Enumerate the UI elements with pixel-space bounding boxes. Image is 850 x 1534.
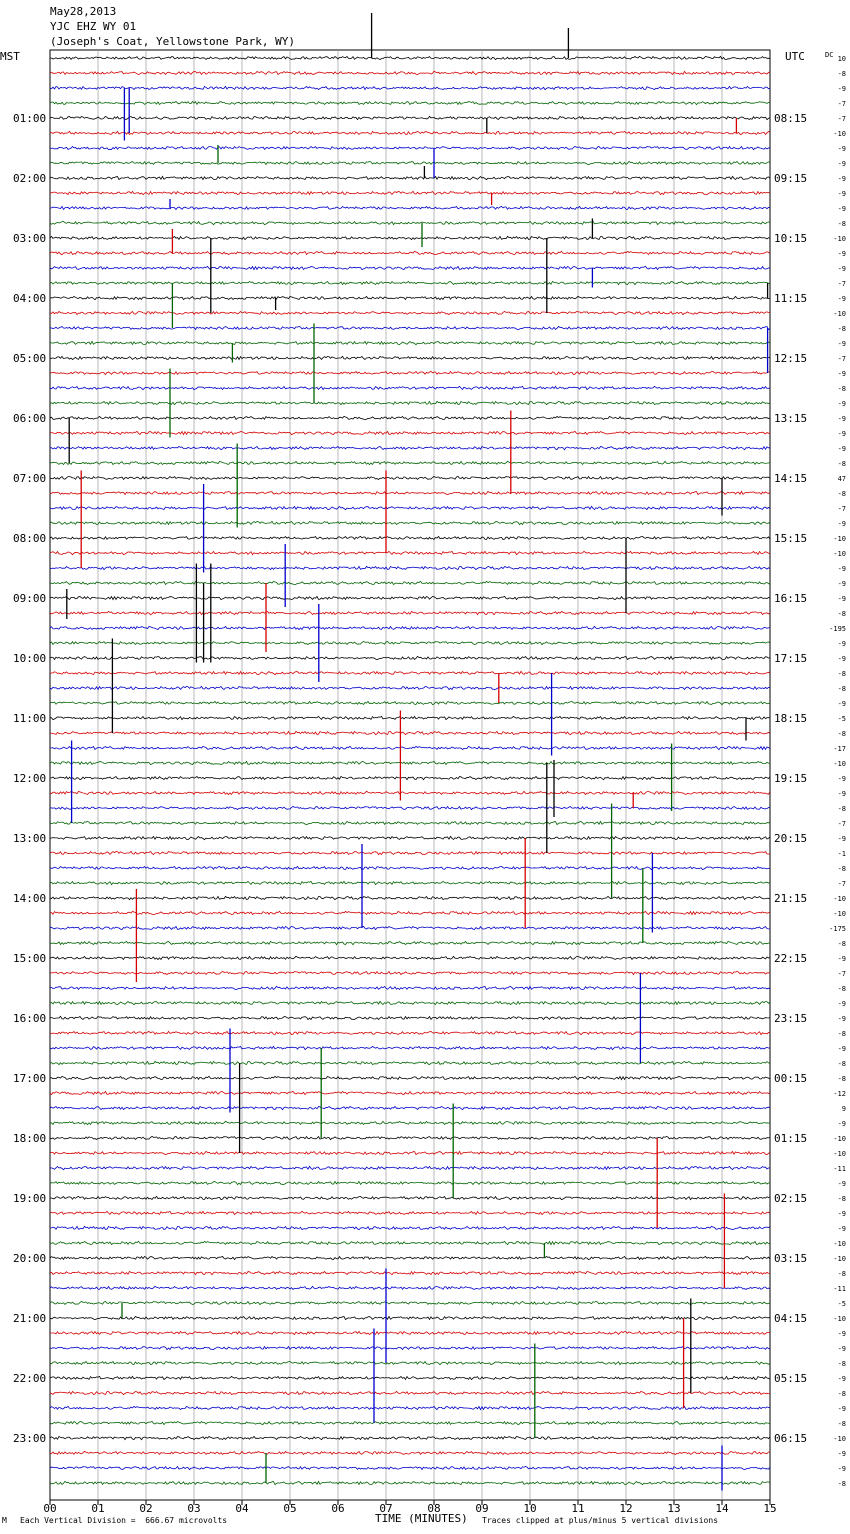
trace-line — [50, 881, 770, 884]
dc-offset-value: -8 — [837, 940, 846, 948]
dc-offset-value: -7 — [837, 505, 846, 513]
trace-line — [50, 1046, 770, 1049]
dc-offset-value: -11 — [833, 1165, 846, 1173]
dc-offset-value: -9 — [837, 835, 846, 843]
dc-offset-value: -9 — [837, 1000, 846, 1008]
dc-offset-value: -8 — [837, 460, 846, 468]
trace-line — [50, 1481, 770, 1484]
trace-line — [50, 596, 770, 599]
dc-offset-value: 47 — [837, 475, 846, 483]
mst-hour-label: 03:00 — [13, 232, 47, 245]
trace-line — [50, 1061, 770, 1064]
utc-hour-label: 16:15 — [774, 592, 808, 605]
utc-hour-label: 21:15 — [774, 892, 808, 905]
clip-note: Traces clipped at plus/minus 5 vertical divisions — [482, 1516, 719, 1525]
mst-hour-label: 02:00 — [13, 172, 47, 185]
dc-offset-value: -9 — [837, 1045, 846, 1053]
dc-offset-value: -8 — [837, 1420, 846, 1428]
trace-line — [50, 1421, 770, 1424]
dc-offset-value: -7 — [837, 355, 846, 363]
trace-line — [50, 266, 770, 269]
plot-date: May28,2013 — [50, 5, 117, 18]
utc-hour-label: 10:15 — [774, 232, 808, 245]
trace-line — [50, 1241, 770, 1244]
dc-offset-value: -7 — [837, 280, 846, 288]
trace-line — [50, 642, 770, 645]
right-timezone-label: UTC — [785, 50, 805, 63]
trace-line — [50, 1016, 770, 1019]
trace-line — [50, 191, 770, 194]
trace-line — [50, 1376, 770, 1379]
mst-hour-label: 14:00 — [13, 892, 47, 905]
dc-offset-value: -5 — [837, 1300, 846, 1308]
mst-hour-label: 18:00 — [13, 1132, 47, 1145]
trace-line — [50, 1031, 770, 1034]
trace-line — [50, 896, 770, 899]
dc-offset-value: -9 — [837, 145, 846, 153]
dc-offset-value: -10 — [833, 760, 846, 768]
dc-offset-value: -8 — [837, 1480, 846, 1488]
mst-hour-label: 08:00 — [13, 532, 47, 545]
dc-offset-value: -10 — [833, 910, 846, 918]
trace-line — [50, 1226, 770, 1229]
dc-offset-value: -9 — [837, 265, 846, 273]
utc-hour-label: 22:15 — [774, 952, 808, 965]
trace-line — [50, 956, 770, 959]
trace-line — [50, 611, 770, 614]
mst-hour-label: 11:00 — [13, 712, 47, 725]
trace-line — [50, 371, 770, 374]
dc-offset-value: -10 — [833, 1315, 846, 1323]
dc-offset-value: -9 — [837, 1330, 846, 1338]
dc-offset-value: -8 — [837, 1270, 846, 1278]
dc-offset-value: -10 — [833, 1240, 846, 1248]
mst-hour-label: 01:00 — [13, 112, 47, 125]
x-tick-label: 07 — [379, 1502, 393, 1512]
trace-line — [50, 131, 770, 134]
trace-line — [50, 791, 770, 794]
trace-line — [50, 566, 770, 569]
mst-hour-label: 06:00 — [13, 412, 47, 425]
trace-line — [50, 1136, 770, 1139]
trace-line — [50, 71, 770, 74]
dc-offset-value: -7 — [837, 880, 846, 888]
x-tick-label: 10 — [523, 1502, 537, 1512]
trace-line — [50, 551, 770, 554]
dc-offset-value: -8 — [837, 985, 846, 993]
x-tick-label: 12 — [619, 1502, 633, 1512]
dc-offset-value: -10 — [833, 550, 846, 558]
dc-offset-value: -9 — [837, 655, 846, 663]
dc-offset-value: -7 — [837, 115, 846, 123]
dc-offset-value: -9 — [837, 1465, 846, 1473]
trace-line — [50, 102, 770, 105]
utc-hour-label: 09:15 — [774, 172, 808, 185]
scale-note: Each Vertical Division = 666.67 microvolts — [20, 1516, 228, 1525]
trace-line — [50, 866, 770, 869]
dc-offset-value: -10 — [833, 235, 846, 243]
trace-line — [50, 386, 770, 389]
trace-line — [50, 1286, 770, 1289]
utc-hour-label: 04:15 — [774, 1312, 808, 1325]
footer-mark: M — [2, 1516, 7, 1525]
dc-offset-value: -9 — [837, 1180, 846, 1188]
dc-offset-value: -5 — [837, 715, 846, 723]
dc-offset-value: -9 — [837, 190, 846, 198]
trace-line — [50, 251, 770, 254]
dc-offset-value: -9 — [837, 1450, 846, 1458]
dc-offset-value: -8 — [837, 1390, 846, 1398]
dc-offset-value: -9 — [837, 565, 846, 573]
trace-line — [50, 461, 770, 464]
dc-offset-value: -9 — [837, 85, 846, 93]
dc-offset-value: -9 — [837, 205, 846, 213]
dc-offset-value: -9 — [837, 1015, 846, 1023]
trace-line — [50, 1182, 770, 1185]
dc-offset-value: -195 — [829, 625, 846, 633]
trace-line — [50, 86, 770, 89]
dc-offset-value: -9 — [837, 955, 846, 963]
dc-offset-value: -8 — [837, 220, 846, 228]
utc-hour-label: 20:15 — [774, 832, 808, 845]
trace-line — [50, 1271, 770, 1274]
mst-hour-label: 10:00 — [13, 652, 47, 665]
dc-offset-value: -10 — [833, 1435, 846, 1443]
mst-hour-label: 05:00 — [13, 352, 47, 365]
trace-line — [50, 326, 770, 329]
x-tick-label: 15 — [763, 1502, 777, 1512]
utc-hour-label: 17:15 — [774, 652, 808, 665]
x-tick-label: 06 — [331, 1502, 345, 1512]
dc-offset-value: -10 — [833, 130, 846, 138]
trace-line — [50, 56, 770, 59]
trace-line — [50, 147, 770, 150]
dc-offset-value: -9 — [837, 175, 846, 183]
trace-line — [50, 431, 770, 434]
x-tick-label: 14 — [715, 1502, 729, 1512]
dc-label: DC — [825, 51, 834, 59]
dc-offset-value: -9 — [837, 1375, 846, 1383]
trace-line — [50, 1406, 770, 1409]
dc-offset-value: -9 — [837, 700, 846, 708]
dc-offset-value: -8 — [837, 490, 846, 498]
trace-line — [50, 1331, 770, 1334]
dc-offset-value: -9 — [837, 1405, 846, 1413]
trace-line — [50, 986, 770, 989]
utc-hour-label: 08:15 — [774, 112, 808, 125]
dc-offset-value: 9 — [841, 1105, 846, 1113]
dc-offset-value: -8 — [837, 70, 846, 78]
dc-offset-value: -8 — [837, 610, 846, 618]
trace-line — [50, 1316, 770, 1319]
dc-offset-value: -11 — [833, 1285, 846, 1293]
trace-line — [50, 821, 770, 824]
mst-hour-label: 21:00 — [13, 1312, 47, 1325]
mst-hour-label: 09:00 — [13, 592, 47, 605]
trace-line — [50, 356, 770, 359]
utc-hour-label: 13:15 — [774, 412, 808, 425]
trace-line — [50, 161, 770, 164]
mst-hour-label: 19:00 — [13, 1192, 47, 1205]
dc-offset-value: -9 — [837, 160, 846, 168]
utc-hour-label: 19:15 — [774, 772, 808, 785]
trace-line — [50, 1436, 770, 1439]
trace-line — [50, 626, 770, 629]
utc-hour-label: 00:15 — [774, 1072, 808, 1085]
trace-line — [50, 536, 770, 539]
trace-line — [50, 221, 770, 224]
utc-hour-label: 14:15 — [774, 472, 808, 485]
dc-offset-value: -9 — [837, 1210, 846, 1218]
dc-offset-value: -175 — [829, 925, 846, 933]
trace-line — [50, 656, 770, 659]
utc-hour-label: 23:15 — [774, 1012, 808, 1025]
utc-hour-label: 02:15 — [774, 1192, 808, 1205]
dc-offset-value: -9 — [837, 595, 846, 603]
dc-offset-value: -7 — [837, 820, 846, 828]
dc-offset-value: -8 — [837, 1195, 846, 1203]
dc-offset-value: -9 — [837, 1225, 846, 1233]
mst-hour-label: 15:00 — [13, 952, 47, 965]
dc-offset-value: -8 — [837, 1360, 846, 1368]
dc-offset-value: -8 — [837, 325, 846, 333]
dc-offset-value: -9 — [837, 1120, 846, 1128]
x-tick-label: 13 — [667, 1502, 681, 1512]
utc-hour-label: 06:15 — [774, 1432, 808, 1445]
dc-offset-value: -7 — [837, 970, 846, 978]
trace-line — [50, 836, 770, 839]
dc-offset-value: -10 — [833, 1135, 846, 1143]
trace-line — [50, 206, 770, 209]
trace-line — [50, 312, 770, 315]
mst-hour-label: 23:00 — [13, 1432, 47, 1445]
trace-line — [50, 1256, 770, 1259]
mst-hour-label: 07:00 — [13, 472, 47, 485]
trace-line — [50, 236, 770, 239]
mst-hour-label: 17:00 — [13, 1072, 47, 1085]
station-location: (Joseph's Coat, Yellowstone Park, WY) — [50, 35, 296, 48]
trace-line — [50, 1121, 770, 1124]
trace-line — [50, 971, 770, 974]
trace-line — [50, 1106, 770, 1109]
x-tick-label: 05 — [283, 1502, 297, 1512]
trace-line — [50, 1076, 770, 1079]
dc-offset-value: -8 — [837, 865, 846, 873]
x-tick-label: 08 — [427, 1502, 441, 1512]
utc-hour-label: 18:15 — [774, 712, 808, 725]
trace-line — [50, 1301, 770, 1304]
mst-hour-label: 04:00 — [13, 292, 47, 305]
trace-line — [50, 761, 770, 764]
trace-line — [50, 716, 770, 719]
trace-line — [50, 926, 770, 929]
mst-hour-label: 22:00 — [13, 1372, 47, 1385]
trace-line — [50, 941, 770, 944]
dc-offset-value: -9 — [837, 520, 846, 528]
dc-offset-value: -9 — [837, 1345, 846, 1353]
dc-offset-value: -9 — [837, 340, 846, 348]
x-tick-label: 09 — [475, 1502, 489, 1512]
dc-offset-value: -8 — [837, 1030, 846, 1038]
x-tick-label: 11 — [571, 1502, 585, 1512]
dc-offset-value: -8 — [837, 730, 846, 738]
dc-offset-value: -9 — [837, 400, 846, 408]
trace-line — [50, 296, 770, 299]
trace-line — [50, 416, 770, 419]
trace-line — [50, 686, 770, 689]
dc-offset-value: -1 — [837, 850, 846, 858]
trace-line — [50, 1346, 770, 1349]
trace-line — [50, 281, 770, 284]
dc-offset-value: -8 — [837, 805, 846, 813]
dc-offset-value: -10 — [833, 1150, 846, 1158]
dc-offset-value: -8 — [837, 385, 846, 393]
dc-offset-value: -9 — [837, 640, 846, 648]
left-timezone-label: MST — [0, 50, 20, 63]
dc-offset-value: -9 — [837, 415, 846, 423]
dc-offset-value: -12 — [833, 1090, 846, 1098]
dc-offset-value: -7 — [837, 100, 846, 108]
dc-offset-value: -10 — [833, 895, 846, 903]
dc-offset-value: -9 — [837, 295, 846, 303]
dc-offset-value: -9 — [837, 370, 846, 378]
dc-offset-value: -8 — [837, 685, 846, 693]
trace-line — [50, 581, 770, 584]
x-tick-label: 00 — [43, 1502, 57, 1512]
trace-line — [50, 911, 770, 914]
dc-offset-value: -17 — [833, 745, 846, 753]
x-tick-label: 03 — [187, 1502, 201, 1512]
trace-line — [50, 1361, 770, 1364]
trace-line — [50, 1001, 770, 1004]
trace-line — [50, 116, 770, 119]
trace-line — [50, 446, 770, 449]
trace-line — [50, 807, 770, 810]
dc-offset-value: -9 — [837, 445, 846, 453]
trace-line — [50, 477, 770, 480]
mst-hour-label: 12:00 — [13, 772, 47, 785]
trace-line — [50, 851, 770, 854]
x-tick-label: 01 — [91, 1502, 105, 1512]
mst-hour-label: 20:00 — [13, 1252, 47, 1265]
trace-line — [50, 746, 770, 749]
trace-line — [50, 491, 770, 494]
utc-hour-label: 15:15 — [774, 532, 808, 545]
dc-offset-value: -9 — [837, 250, 846, 258]
utc-hour-label: 05:15 — [774, 1372, 808, 1385]
dc-offset-value: -9 — [837, 580, 846, 588]
trace-line — [50, 176, 770, 179]
mst-hour-label: 13:00 — [13, 832, 47, 845]
dc-offset-value: -8 — [837, 1060, 846, 1068]
trace-line — [50, 401, 770, 404]
utc-hour-label: 01:15 — [774, 1132, 808, 1145]
dc-offset-value: -9 — [837, 790, 846, 798]
trace-line — [50, 671, 770, 674]
trace-line — [50, 521, 770, 524]
dc-offset-value: -10 — [833, 535, 846, 543]
trace-line — [50, 1466, 770, 1469]
x-tick-label: 02 — [139, 1502, 153, 1512]
dc-offset-value: 10 — [837, 55, 846, 63]
trace-line — [50, 506, 770, 509]
trace-line — [50, 1196, 770, 1199]
trace-line — [50, 1091, 770, 1094]
dc-offset-value: -8 — [837, 670, 846, 678]
dc-offset-value: -9 — [837, 430, 846, 438]
dc-offset-value: -10 — [833, 1255, 846, 1263]
trace-line — [50, 1391, 770, 1394]
dc-offset-value: -9 — [837, 775, 846, 783]
trace-line — [50, 1166, 770, 1169]
trace-line — [50, 1451, 770, 1454]
utc-hour-label: 11:15 — [774, 292, 808, 305]
utc-hour-label: 03:15 — [774, 1252, 808, 1265]
trace-line — [50, 701, 770, 704]
trace-line — [50, 776, 770, 779]
trace-line — [50, 731, 770, 734]
dc-offset-value: -10 — [833, 310, 846, 318]
trace-line — [50, 1211, 770, 1214]
x-axis-title: TIME (MINUTES) — [375, 1512, 468, 1525]
trace-line — [50, 1151, 770, 1154]
trace-line — [50, 341, 770, 344]
mst-hour-label: 16:00 — [13, 1012, 47, 1025]
dc-offset-value: -8 — [837, 1075, 846, 1083]
x-tick-label: 04 — [235, 1502, 249, 1512]
utc-hour-label: 12:15 — [774, 352, 808, 365]
station-code: YJC EHZ WY 01 — [50, 20, 137, 33]
